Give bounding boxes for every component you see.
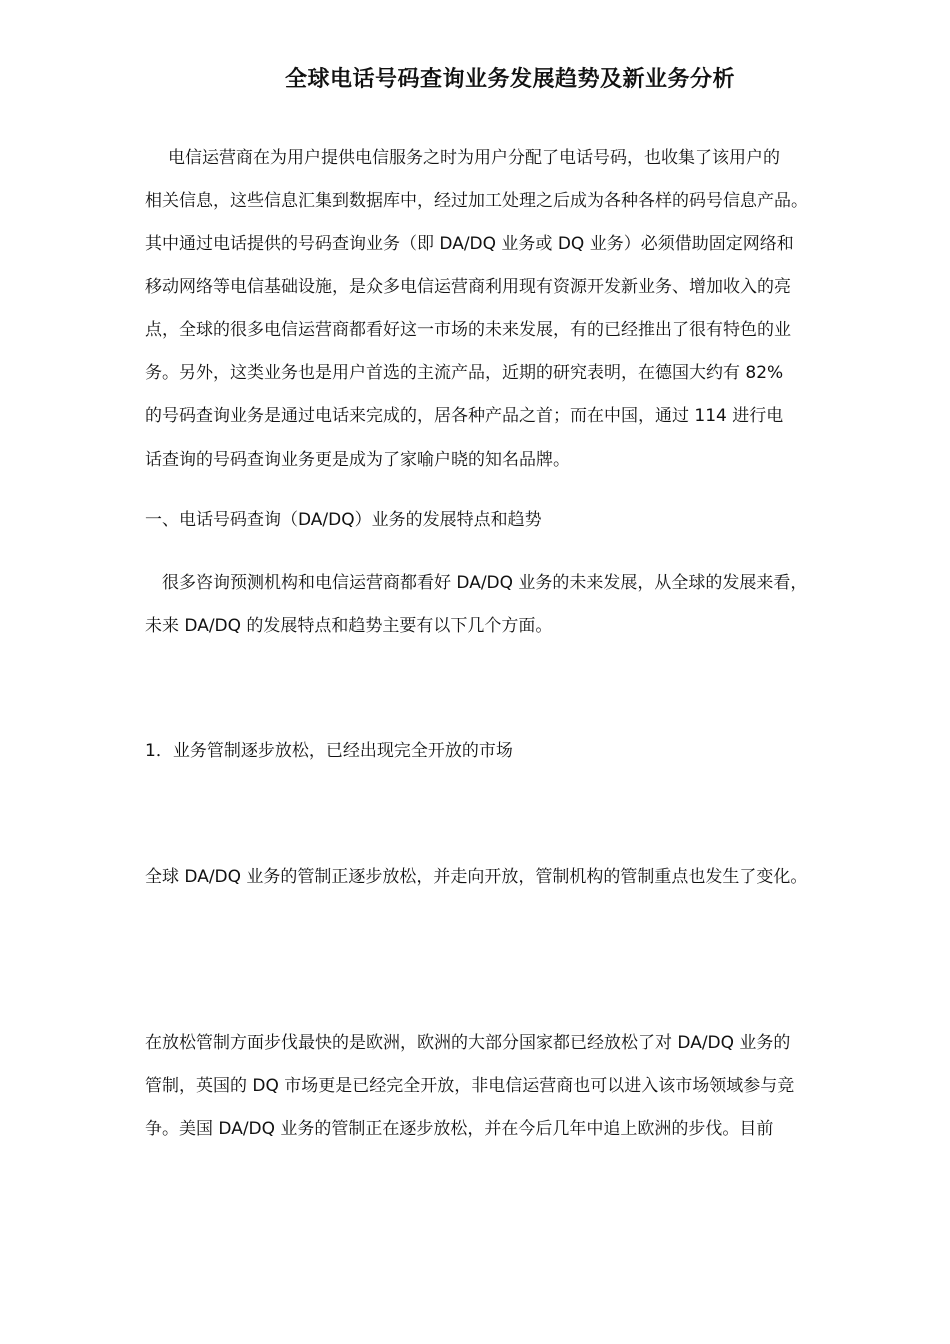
europe-line: 争。美国 DA/DQ 业务的管制正在逐步放松，并在今后几年中追上欧洲的步伐。目前 <box>145 1119 774 1139</box>
section-heading: 一、电话号码查询（DA/DQ）业务的发展特点和趋势 <box>145 510 542 530</box>
subheading: 1．业务管制逐步放松，已经出现完全开放的市场 <box>145 741 513 761</box>
europe-line: 在放松管制方面步伐最快的是欧洲，欧洲的大部分国家都已经放松了对 DA/DQ 业务的 <box>145 1033 791 1053</box>
intro-line: 点，全球的很多电信运营商都看好这一市场的未来发展，有的已经推出了很有特色的业 <box>145 320 791 340</box>
intro-line: 其中通过电话提供的号码查询业务（即 DA/DQ 业务或 DQ 业务）必须借助固定网络和 <box>145 234 794 254</box>
intro-line: 相关信息，这些信息汇集到数据库中，经过加工处理之后成为各种各样的码号信息产品。 <box>145 191 808 211</box>
intro-line: 务。另外，这类业务也是用户首选的主流产品，近期的研究表明，在德国大约有 82% <box>145 363 784 383</box>
intro-line: 的号码查询业务是通过电话来完成的，居各种产品之首；而在中国，通过 114 进行电 <box>145 406 784 426</box>
intro-line: 话查询的号码查询业务更是成为了家喻户晓的知名品牌。 <box>145 450 570 470</box>
regulation-paragraph: 全球 DA/DQ 业务的管制正逐步放松，并走向开放，管制机构的管制重点也发生了变化。 <box>145 867 808 887</box>
document-title: 全球电话号码查询业务发展趋势及新业务分析 <box>284 67 735 92</box>
intro-line: 电信运营商在为用户提供电信服务之时为用户分配了电话号码，也收集了该用户的 <box>168 148 780 168</box>
section-para-line: 很多咨询预测机构和电信运营商都看好 DA/DQ 业务的未来发展，从全球的发展来看， <box>162 573 808 593</box>
section-para-line: 未来 DA/DQ 的发展特点和趋势主要有以下几个方面。 <box>145 616 553 636</box>
europe-line: 管制，英国的 DQ 市场更是已经完全开放，非电信运营商也可以进入该市场领域参与竞 <box>145 1076 795 1096</box>
intro-line: 移动网络等电信基础设施，是众多电信运营商利用现有资源开发新业务、增加收入的亮 <box>145 277 791 297</box>
